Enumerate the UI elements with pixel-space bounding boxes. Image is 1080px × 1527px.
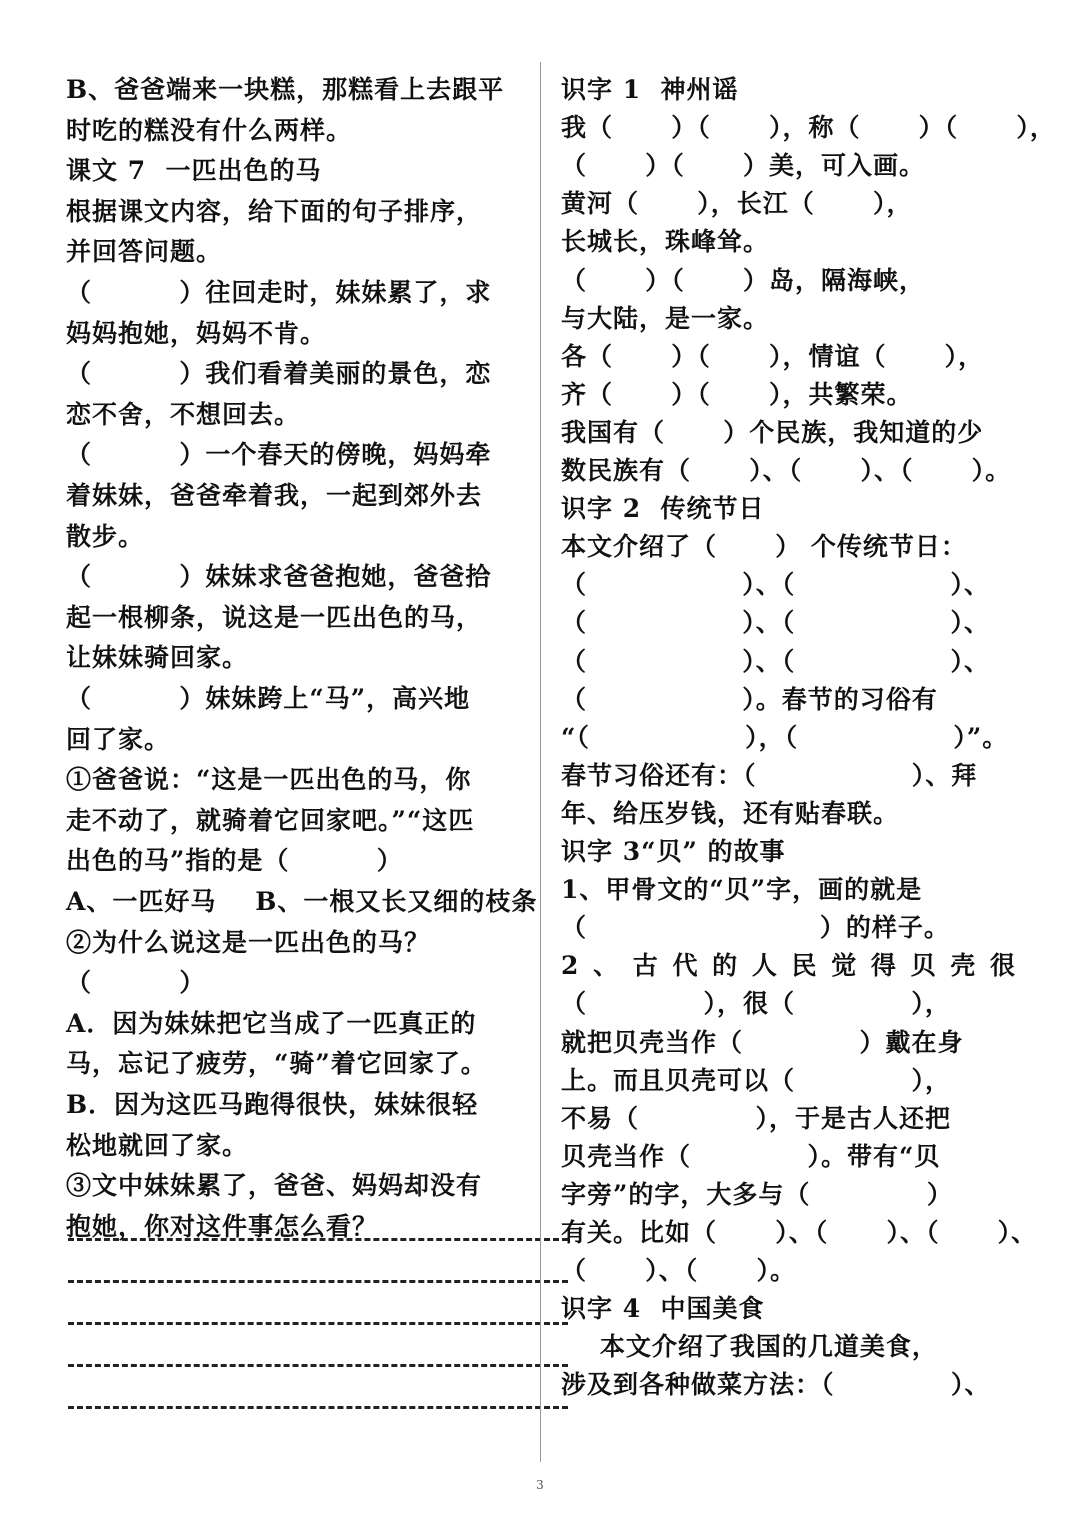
right-text-line: 贝壳当作（ ）。带有“贝 xyxy=(561,1141,941,1171)
right-text-line: 上。而且贝壳可以（ ）， xyxy=(561,1065,951,1095)
left-text-line: 根据课文内容，给下面的句子排序， xyxy=(66,196,483,226)
right-text-line: 本文介绍了（ ） 个传统节日： xyxy=(561,532,967,562)
left-text-line: （ ）一个春天的傍晚，妈妈牵 xyxy=(66,440,492,470)
right-text-line: （ ），很（ ）， xyxy=(561,989,951,1019)
left-text-line: 并回答问题。 xyxy=(66,237,223,267)
right-text-line: 识字 3“贝” 的故事 xyxy=(561,837,786,866)
left-text-line: 着妹妹，爸爸牵着我，一起到郊外去 xyxy=(66,481,483,510)
left-text-line: B．因为这匹马跑得很快，妹妹很轻 xyxy=(66,1090,479,1119)
right-text-line: 字旁”的字，大多与（ ） xyxy=(561,1179,953,1209)
right-text-line: 我国有（ ）个民族，我知道的少 xyxy=(561,417,984,447)
left-text-line: （ ） xyxy=(66,968,206,998)
page-number: 3 xyxy=(536,1478,544,1492)
right-text-line: 1、甲骨文的“贝”字，画的就是 xyxy=(561,875,923,905)
right-text-line: （ ）的样子。 xyxy=(561,913,950,943)
right-text-line: 不易（ ），于是古人还把 xyxy=(561,1103,951,1133)
answer-line xyxy=(68,1406,568,1409)
left-text-line: ②为什么说这是一匹出色的马？ xyxy=(66,927,431,957)
right-text-line: 齐（ ）（ ），共繁荣。 xyxy=(561,379,913,409)
right-text-line: 年、给压岁钱，还有贴春联。 xyxy=(561,798,900,828)
left-text-line: 起一根柳条，说这是一匹出色的马， xyxy=(66,602,483,632)
answer-line xyxy=(68,1364,568,1367)
right-text-line: （ ）（ ）美，可入画。 xyxy=(561,151,925,181)
left-text-line: （ ）我们看着美丽的景色，恋 xyxy=(66,359,492,389)
right-text-line: 数民族有（ ）、（ ）、（ ）。 xyxy=(561,456,1012,485)
right-text-line: （ ）。春节的习俗有 xyxy=(561,684,938,714)
right-text-line: 黄河（ ），长江（ ）， xyxy=(561,189,913,219)
answer-line xyxy=(68,1322,568,1325)
left-text-line: （ ）往回走时，妹妹累了，求 xyxy=(66,278,492,307)
right-text-line: （ ）（ ）岛，隔海峡， xyxy=(561,265,925,295)
right-text-line: 有关。比如（ ）、（ ）、（ ）、 xyxy=(561,1218,1038,1247)
left-text-line: 妈妈抱她，妈妈不肯。 xyxy=(66,318,327,348)
right-text-line: （ ）、（ ）、 xyxy=(561,646,991,676)
right-text-line: 春节习俗还有：（ ）、拜 xyxy=(561,760,978,790)
left-text-line: B、爸爸端来一块糕，那糕看上去跟平 xyxy=(66,75,505,104)
left-text-line: ③文中妹妹累了，爸爸、妈妈却没有 xyxy=(66,1171,483,1201)
right-text-line: 识字 4 中国美食 xyxy=(561,1294,765,1324)
right-text-line: 各（ ）（ ），情谊（ ）， xyxy=(561,341,985,371)
right-text-line: “（ ），（ ）”。 xyxy=(561,722,1009,752)
column-divider xyxy=(540,62,541,1462)
right-text-line: 2 、 古 代 的 人 民 觉 得 贝 壳 很 xyxy=(561,951,1016,981)
left-text-line: 恋不舍，不想回去。 xyxy=(66,399,301,429)
left-text-line: 马，忘记了疲劳，“骑”着它回家了。 xyxy=(66,1049,487,1079)
answer-line xyxy=(68,1238,568,1241)
right-text-line: （ ）、（ ）。 xyxy=(561,1256,796,1286)
left-text-line: 松地就回了家。 xyxy=(66,1130,249,1160)
left-text-line: A．因为妹妹把它当成了一匹真正的 xyxy=(66,1008,477,1038)
left-text-line: 出色的马”指的是（ ） xyxy=(66,846,403,876)
left-text-line: A、一匹好马 B、一根又长又细的枝条 xyxy=(66,887,538,916)
right-text-line: 涉及到各种做菜方法：（ ）、 xyxy=(561,1370,991,1400)
right-text-line: 与大陆，是一家。 xyxy=(561,303,770,333)
left-text-line: 时吃的糕没有什么两样。 xyxy=(66,115,353,145)
right-text-line: 本文介绍了我国的几道美食， xyxy=(561,1332,938,1362)
left-text-line: 课文 7 一匹出色的马 xyxy=(66,156,322,186)
right-text-line: （ ）、（ ）、 xyxy=(561,608,991,638)
left-text-line: ①爸爸说：“这是一匹出色的马，你 xyxy=(66,765,472,795)
left-text-line: 走不动了，就骑着它回家吧。”“这匹 xyxy=(66,805,475,835)
left-text-line: 让妹妹骑回家。 xyxy=(66,643,249,673)
right-text-line: 识字 1 神州谣 xyxy=(561,75,739,104)
right-text-line: 就把贝壳当作（ ）戴在身 xyxy=(561,1027,964,1057)
right-text-line: 我（ ）（ ），称（ ）（ ）， xyxy=(561,113,1056,143)
right-text-line: 识字 2 传统节日 xyxy=(561,494,765,524)
left-text-line: 回了家。 xyxy=(66,724,171,754)
left-text-line: 散步。 xyxy=(66,521,145,551)
left-text-line: 抱她，你对这件事怎么看？ xyxy=(66,1211,379,1241)
answer-line xyxy=(68,1280,568,1283)
right-text-line: 长城长，珠峰耸。 xyxy=(561,227,770,257)
right-text-line: （ ）、（ ）、 xyxy=(561,570,991,600)
left-text-line: （ ）妹妹求爸爸抱她，爸爸拾 xyxy=(66,562,492,592)
left-text-line: （ ）妹妹跨上“马”，高兴地 xyxy=(66,684,471,713)
